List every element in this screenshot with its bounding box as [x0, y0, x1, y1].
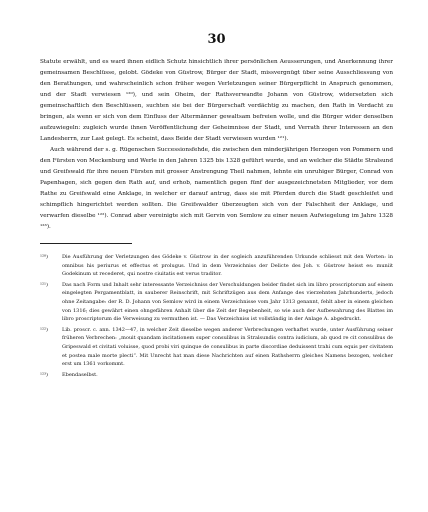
footnote-number: ¹²²)	[40, 326, 48, 333]
footnote	[40, 326, 393, 369]
footnote-number: ¹²¹)	[40, 281, 48, 288]
paragraph: Auch während der s. g. Rügenschen Successionsfehde, die zwischen den minderjährigen Herzogen von Pommern und den Fürsten von Meckenburg und Werle in den Jahren 1325 bis 1328 geführt wurde, und an welcher die Städte Stralsund und Greifswald für ihre neuen Fürsten mit grosser Anstrengung Theil nahmen, lehnte ein unruhiger Bürger, Conrad von Papenhagen, sich gegen den Rath auf, und erhob, namentlich gegen fünf der ausgezeichnetsten Mitglieder, vor dem Rathe zu Greifswald eine Anklage, in welcher er darauf antrug, dass sie mit Pferden durch die Stadt geschleifet und schimpflich hingerichtet werden sollten. Die Greifswalder überzeugten sich von der Falschheit der Anklage, und verwarfen dieselbe ¹²²). Conrad aber vereinigte sich mit Gervin von Semlow zu einer neuen Aufwiegelung im Jahre 1328 ¹²³).	[40, 147, 393, 230]
footnote	[40, 371, 393, 380]
footnote-text: Lib. proscr. c. ann. 1342—47, in welcher Zeit dieselbe wegen anderer Verbrechungen verhaftet wurde, unter Ausführung seiner früheren Verbrechen: „mouit quandam incitationem super consulibus in Stralsundis contra iudicium, ab quod re cit consulibus de Gripeswald et civitati voluisse, quod probi viri quinque de consulibus in parte discordiae deduissent trahi cum equis per civitatem et postea male morte plecti“. Mit Unrecht hat man diese Nachrichten auf einen Rathsherrn gleiches Namens bezogen, welcher erst um 1361 vorkommt.	[62, 326, 393, 368]
page-number: 30	[207, 32, 226, 47]
footnote	[40, 281, 393, 324]
body-text	[40, 57, 393, 233]
footnotes	[40, 253, 393, 379]
footnote-number: ¹²⁰)	[40, 254, 48, 260]
footnote-divider	[40, 243, 132, 244]
footnote-text: Ebendaselbst.	[62, 371, 98, 378]
footnote-number: ¹²³)	[40, 371, 48, 378]
footnote-text: Die Ausführung der Verletzungen des Gödeke v. Güstrow in der sogleich anzuführenden Urkunde schliesst mit den Worten: in omnibus his periurus et effectus et prolugus. Und in dem Verzeichniss der Delicte des Joh. v. Güstrow heisst es: muniit Godekinum ut recederet, qui nostre ciuitatis est verus traditor.	[62, 254, 393, 278]
footnote-text: Das nach Form und Inhalt sehr interessante Verzeichniss der Verschuldungen beider findet sich im libro proscriptorum auf einem eingelegten Pergamentblatt, in sauberer Reinschrift, mit Schriftzügen aus dem Anfange des vierzehnten Jahrhunderts, jedoch ohne Zeitangabe: der R. D. Johann von Semlow wird in einem Verzeichnisse vom Jahr 1313 genannt, fehlt aber in einem gleichen von 1316; dies gewährt einen ohngefähren Anhalt über die Zeit der Begebenheit, so wie auch der Aufbewahrung des Blattes im libro proscriptorum die Verweisung zu vermuthen ist. — Das Verzeichniss ist vollständig in der Anlage A. abgedruckt.	[62, 281, 393, 323]
footnote	[40, 253, 393, 279]
paragraph: Statute erwählt, und es ward ihnen eidlich Schutz hinsichtlich ihrer persönlichen Aeusserungen, und Anerkennung ihrer gemeinsamen Beschlüsse, gelobt. Gödeke von Güstrow, Bürger der Stadt, missvergnügt über seine Ausschliessung von den Berathungen, und wahrscheinlich schon früher wegen Verletzungen seiner Bürgerpflicht in Anspruch genommen, und der Stadt verwiesen ¹²⁰), und sein Oheim, der Rathsverwandte Johann von Güstrow, widersetzten sich gemeinschaftlich den Beschlüssen, suchten sie bei der Bürgerschaft verdächtig zu machen, den Rath in Verdacht zu bringen, als wenn er sich von dem Einfluss der Altermänner gewaltsam befreien wolle, und die Bürger wider denselben aufzuwiegeln: zugleich wurde ihnen Veröffentlichung der Geheimnisse der Stadt, und Verrath ihrer Interessen an den Landesherrn, zur Last gelegt. Es scheint, dass Beide der Stadt verwiesen wurden ¹²¹).	[40, 59, 393, 142]
